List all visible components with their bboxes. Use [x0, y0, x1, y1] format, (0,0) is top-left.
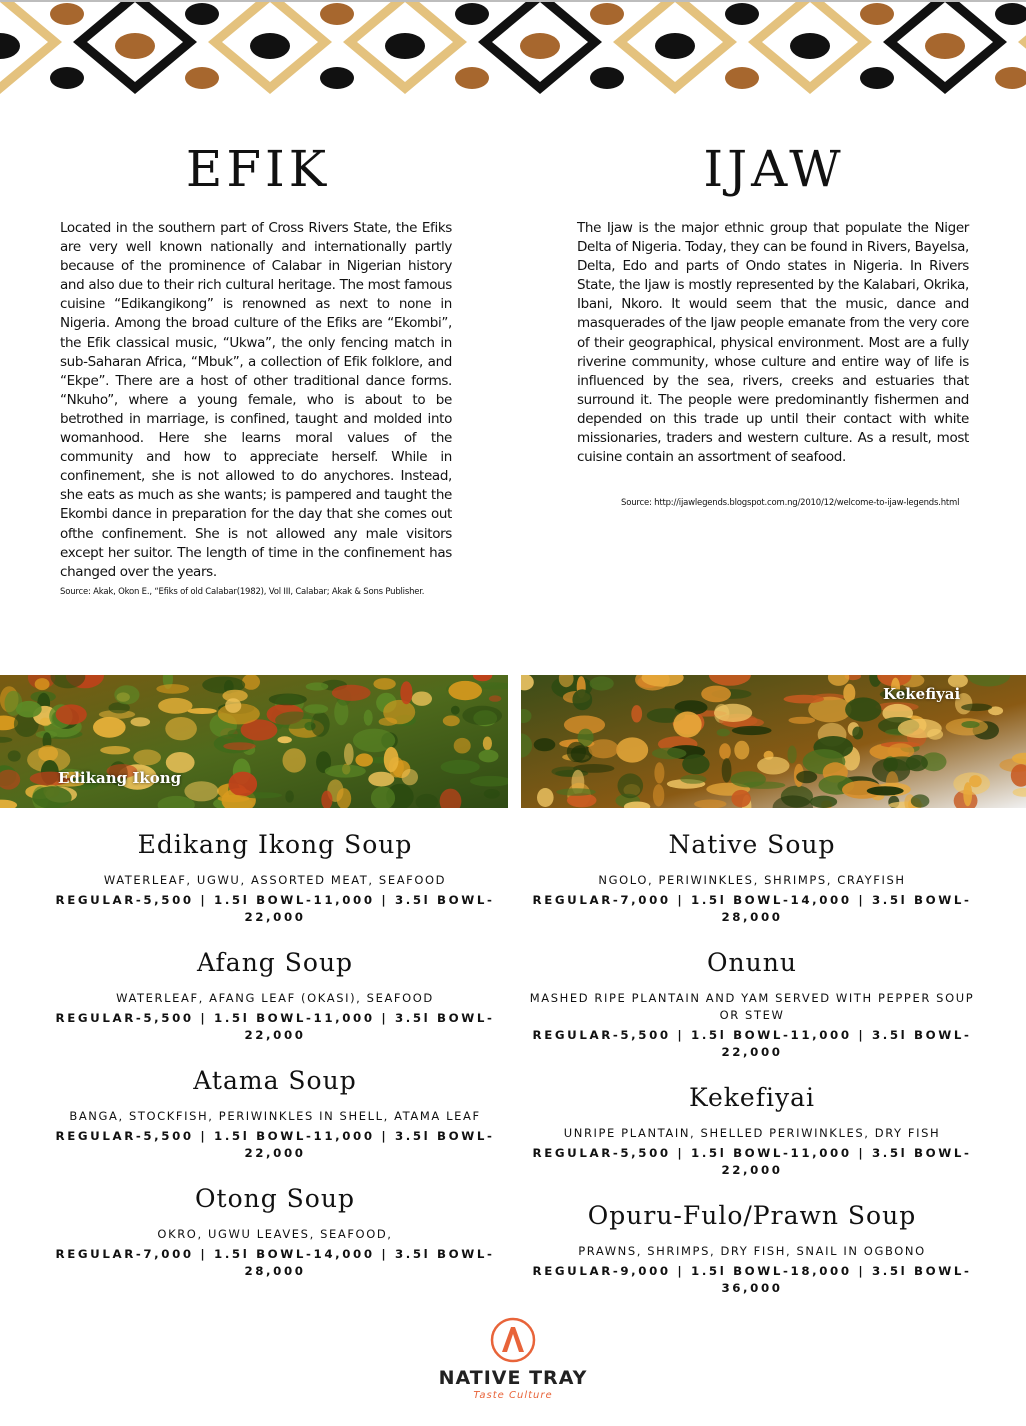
- dish-name: Atama Soup: [193, 1066, 357, 1095]
- pattern-oval: [50, 3, 84, 25]
- dish-ingredients: UNRIPE PLANTAIN, SHELLED PERIWINKLES, DRY FISH: [563, 1126, 941, 1140]
- native-tray-logo: [413, 1316, 613, 1401]
- photo-texture: [443, 715, 460, 726]
- photo-texture: [379, 718, 398, 726]
- photo-texture: [673, 712, 701, 738]
- dish-name: Onunu: [707, 948, 797, 977]
- dish-price: REGULAR-5,500 | 1.5l BOWL-11,000 | 3.5l BOWL-22,000: [532, 1028, 972, 1059]
- photo-texture: [373, 678, 395, 690]
- photo-texture: [567, 742, 586, 762]
- dish-name: Native Soup: [668, 830, 836, 859]
- photo-texture: [156, 684, 189, 694]
- pattern-oval: [320, 3, 354, 25]
- dish-ingredients: BANGA, STOCKFISH, PERIWINKLES IN SHELL, ATAMA LEAF: [69, 1109, 481, 1123]
- photo-texture: [888, 743, 915, 758]
- photo-texture: [188, 708, 217, 714]
- photo-texture: [796, 771, 817, 783]
- photo-texture: [717, 729, 730, 737]
- dish-name: Edikang Ikong Soup: [137, 830, 413, 859]
- photo-texture: [534, 738, 556, 751]
- photo-texture: [283, 748, 306, 772]
- photo-texture: [229, 772, 258, 797]
- dish-ingredients: OKRO, UGWU LEAVES, SEAFOOD,: [157, 1227, 393, 1241]
- photo-texture: [714, 704, 752, 722]
- pattern-dot: [520, 33, 560, 59]
- photo-texture: [285, 790, 294, 802]
- menu-item: [32, 944, 518, 1044]
- photo-texture: [100, 746, 130, 754]
- pattern-oval: [860, 67, 894, 89]
- photo-texture: [223, 742, 255, 750]
- pattern-dot: [250, 33, 290, 59]
- menu-item: [509, 826, 995, 926]
- photo-texture: [269, 694, 307, 706]
- pattern-oval: [455, 3, 489, 25]
- pattern-oval: [185, 67, 219, 89]
- dish-name: Opuru-Fulo/Prawn Soup: [587, 1201, 917, 1230]
- menu-item: [32, 1062, 518, 1162]
- photo-texture: [165, 717, 197, 740]
- photo-texture: [441, 760, 480, 774]
- pattern-oval: [320, 67, 354, 89]
- photo-texture: [368, 772, 394, 787]
- photo-texture: [911, 794, 930, 807]
- photo-texture: [961, 704, 992, 712]
- photo-texture: [845, 697, 881, 721]
- photo-texture: [402, 769, 418, 785]
- pattern-oval: [995, 67, 1026, 89]
- photo-texture: [93, 717, 126, 738]
- pattern-oval: [725, 3, 759, 25]
- photo-texture: [788, 746, 797, 764]
- dish-ingredients: MASHED RIPE PLANTAIN AND YAM SERVED WITH PEPPER SOUP OR STEW: [529, 991, 975, 1022]
- dish-price: REGULAR-7,000 | 1.5l BOWL-14,000 | 3.5l BOWL-28,000: [532, 893, 972, 924]
- photo-texture: [719, 743, 731, 759]
- pattern-oval: [185, 3, 219, 25]
- efik-menu: [32, 826, 518, 1280]
- photo-texture: [56, 704, 87, 724]
- pattern-bottom-edge: [0, 94, 1026, 102]
- photo-texture: [462, 706, 502, 725]
- photo-texture: [8, 750, 21, 761]
- photo-texture: [306, 682, 329, 690]
- efik-description: Located in the southern part of Cross Rivers State, the Efiks are very well known nationally and internationally partly because of the prominence of Calabar in Nigerian history and also due to their rich cultural heritage. The most famous cuisine “Edikangikong” is renowned as next to none in Nigeria. Among the broad culture of the Efiks are “Ekombi”, the Efik classical music, “Ukwa”, the only fencing match in sub-Saharan Africa, “Mbuk”, a collection of Efik folklore, and “Ekpe”. There are a host of other traditional dance forms. “Nkuho”, where a young female, who is about to be betrothed in marriage, is confined, taught and molded into womanhood. Here she learns moral values of the community and how to appreciate herself. While in confinement, she is not allowed to do anychores. Instead, she eats as much as she wants; is pampered and taught the Ekombi dance in preparation for the day that she comes out ofthe confinement. She is not allowed any male visitors except her suitor. The length of time in the confinement has changed over the years.: [60, 220, 452, 580]
- photo-texture: [618, 773, 644, 798]
- ijaw-source: Source: http://ijawlegends.blogspot.com.ng/2010/12/welcome-to-ijaw-legends.html: [621, 498, 960, 508]
- photo-texture: [969, 775, 982, 787]
- dish-ingredients: WATERLEAF, UGWU, ASSORTED MEAT, SEAFOOD: [103, 873, 447, 887]
- photo-texture: [556, 788, 596, 796]
- photo-texture: [484, 789, 500, 799]
- photo-texture: [32, 786, 71, 808]
- photo-texture: [131, 717, 151, 726]
- photo-texture: [483, 737, 492, 751]
- photo-texture: [784, 695, 824, 704]
- pattern-oval: [860, 3, 894, 25]
- photo-texture: [364, 710, 373, 726]
- photo-texture: [384, 747, 399, 772]
- photo-texture: [652, 748, 687, 760]
- photo-texture: [961, 721, 979, 728]
- photo-texture: [5, 691, 23, 716]
- dish-price: REGULAR-7,000 | 1.5l BOWL-14,000 | 3.5l BOWL-28,000: [55, 1247, 495, 1278]
- photo-texture: [731, 790, 750, 807]
- photo-texture: [898, 719, 942, 738]
- pattern-dot: [925, 33, 965, 59]
- edikang-ikong-photo-label: Edikang Ikong: [58, 769, 182, 787]
- photo-texture: [133, 750, 161, 766]
- photo-texture: [40, 718, 51, 727]
- photo-texture: [852, 727, 863, 740]
- menu-item: [32, 1180, 518, 1280]
- pattern-oval: [590, 67, 624, 89]
- photo-texture: [537, 788, 554, 807]
- photo-texture: [682, 754, 709, 774]
- photo-texture: [631, 705, 642, 722]
- photo-texture: [344, 743, 354, 765]
- photo-texture: [479, 750, 499, 763]
- pattern-oval: [725, 67, 759, 89]
- dish-name: Afang Soup: [196, 948, 354, 977]
- photo-texture: [734, 741, 749, 760]
- photo-texture: [489, 695, 501, 701]
- menu-item: [32, 826, 518, 926]
- efik-source: Source: Akak, Okon E., “Efiks of old Calabar(1982), Vol III, Calabar; Akak & Sons Publisher.: [60, 587, 425, 597]
- dish-price: REGULAR-5,500 | 1.5l BOWL-11,000 | 3.5l BOWL-22,000: [55, 893, 495, 924]
- photo-texture: [311, 712, 330, 737]
- photo-texture: [325, 765, 366, 778]
- photo-texture: [451, 706, 460, 715]
- ijaw-description: The Ijaw is the major ethnic group that populate the Niger Delta of Nigeria. Today, they can be found in Rivers, Bayelsa, Delta, Edo and parts of Ondo states in Nigeria. In Rivers State, the Ijaw is mostly represented by the Kalabari, Okrika, Ibani, Nkoro. It would seem that the music, dance and masquerades of the Ijaw people emanate from the very core of their geographical, physical environment. Most are a fully riverine community, whose culture and entire way of life is influenced by the sea, rivers, creeks and estuaries that surround it. The people were predominantly fishermen and depended on this trade up until their contact with white missionaries, traders and western culture. As a result, most cuisine contain an assortment of seafood.: [577, 220, 969, 466]
- photo-texture: [572, 689, 592, 710]
- dish-ingredients: NGOLO, PERIWINKLES, SHRIMPS, CRAYFISH: [598, 873, 906, 887]
- photo-texture: [184, 781, 218, 801]
- efik-title: EFIK: [185, 140, 331, 198]
- dish-ingredients: WATERLEAF, AFANG LEAF (OKASI), SEAFOOD: [116, 991, 434, 1005]
- ijaw-title: IJAW: [703, 140, 845, 198]
- photo-texture: [454, 738, 471, 754]
- dish-name: Kekefiyai: [688, 1083, 816, 1112]
- photo-texture: [332, 685, 371, 701]
- dish-ingredients: PRAWNS, SHRIMPS, DRY FISH, SNAIL IN OGBONO: [578, 1244, 926, 1258]
- photo-texture: [810, 796, 837, 808]
- photo-texture: [400, 681, 412, 704]
- photo-texture: [275, 712, 314, 729]
- dish-name: Otong Soup: [195, 1184, 355, 1213]
- pattern-dot: [655, 33, 695, 59]
- dish-price: REGULAR-5,500 | 1.5l BOWL-11,000 | 3.5l BOWL-22,000: [55, 1129, 495, 1160]
- menu-item: [509, 1197, 995, 1297]
- photo-texture: [680, 775, 706, 784]
- photo-texture: [114, 685, 139, 704]
- brand-tagline: Taste Culture: [473, 1390, 553, 1401]
- dish-price: REGULAR-5,500 | 1.5l BOWL-11,000 | 3.5l BOWL-22,000: [55, 1011, 495, 1042]
- dish-price: REGULAR-5,500 | 1.5l BOWL-11,000 | 3.5l BOWL-22,000: [532, 1146, 972, 1177]
- photo-texture: [653, 784, 664, 806]
- brand-name: NATIVE TRAY: [438, 1367, 588, 1389]
- photo-texture: [588, 739, 618, 758]
- photo-texture: [448, 681, 482, 700]
- photo-texture: [35, 678, 50, 690]
- native-tray-logo-icon: [489, 1316, 537, 1364]
- menu-item: [509, 1079, 995, 1179]
- photo-texture: [867, 786, 904, 795]
- photo-texture: [757, 757, 789, 775]
- photo-texture: [616, 737, 648, 762]
- menu-item: [509, 944, 995, 1061]
- pattern-dot: [385, 33, 425, 59]
- decorative-pattern-band: [0, 2, 1026, 102]
- pattern-oval: [590, 3, 624, 25]
- ijaw-menu: [509, 826, 995, 1297]
- photo-texture: [158, 698, 192, 714]
- kekefiyai-photo: [521, 675, 1026, 808]
- edikang-ikong-photo: [0, 675, 508, 808]
- photo-texture: [225, 698, 241, 713]
- photo-texture: [963, 782, 972, 806]
- photo-texture: [218, 795, 250, 802]
- pattern-oval: [455, 67, 489, 89]
- photo-texture: [355, 753, 373, 766]
- pattern-dot: [790, 33, 830, 59]
- photo-texture: [789, 717, 816, 724]
- photo-texture: [732, 726, 772, 735]
- dish-price: REGULAR-9,000 | 1.5l BOWL-18,000 | 3.5l BOWL-36,000: [532, 1264, 972, 1295]
- photo-texture: [883, 756, 921, 770]
- kekefiyai-photo-label: Kekefiyai: [883, 685, 961, 703]
- photo-texture: [304, 704, 328, 713]
- pattern-dot: [115, 33, 155, 59]
- photo-texture: [722, 758, 732, 783]
- pattern-oval: [50, 67, 84, 89]
- photo-texture: [590, 676, 614, 690]
- photo-texture: [701, 686, 731, 703]
- photo-texture: [278, 736, 292, 743]
- photo-texture: [412, 692, 432, 706]
- photo-texture: [730, 771, 766, 787]
- photo-texture: [654, 762, 664, 783]
- pattern-oval: [995, 3, 1026, 25]
